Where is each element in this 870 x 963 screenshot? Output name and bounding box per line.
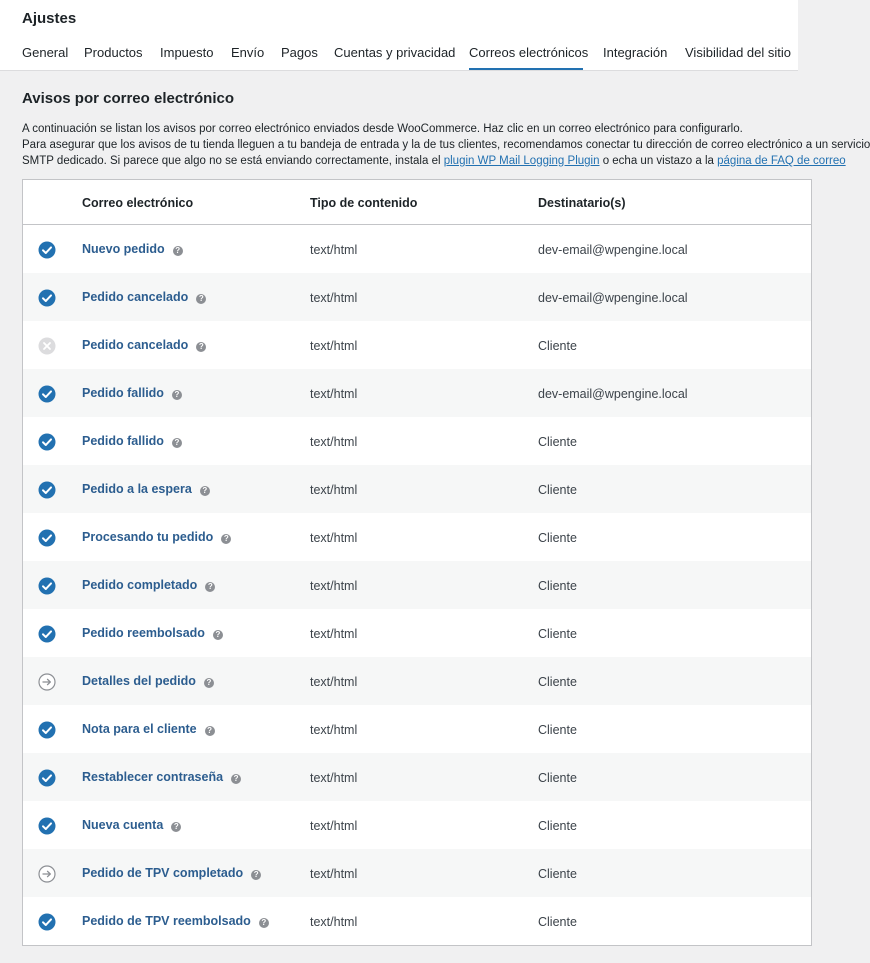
table-row[interactable] xyxy=(23,849,811,897)
help-icon[interactable]: ? xyxy=(200,486,210,496)
tab-integracion[interactable]: Integración xyxy=(603,45,668,60)
content-type-cell: text/html xyxy=(310,243,358,257)
emails-table xyxy=(22,179,812,946)
help-icon[interactable]: ? xyxy=(213,630,223,640)
help-icon[interactable]: ? xyxy=(251,870,261,880)
email-name-link[interactable]: Pedido cancelado ? xyxy=(82,338,206,352)
email-name-link[interactable]: Pedido reembolsado ? xyxy=(82,626,223,640)
help-icon[interactable]: ? xyxy=(171,822,181,832)
content-type-cell: text/html xyxy=(310,483,358,497)
recipient-cell: Cliente xyxy=(538,531,577,545)
page-title: Ajustes xyxy=(22,10,77,27)
email-name-link[interactable]: Detalles del pedido ? xyxy=(82,674,214,688)
email-name-link[interactable]: Nuevo pedido ? xyxy=(82,242,183,256)
table-row[interactable] xyxy=(23,705,811,753)
x-circle-icon xyxy=(38,337,56,355)
recipient-cell: dev-email@wpengine.local xyxy=(538,291,688,305)
recipient-cell: Cliente xyxy=(538,819,577,833)
check-circle-icon xyxy=(38,913,56,931)
table-row[interactable] xyxy=(23,897,811,945)
content-type-cell: text/html xyxy=(310,339,358,353)
content-type-cell: text/html xyxy=(310,435,358,449)
recipient-cell: Cliente xyxy=(538,675,577,689)
email-name-link[interactable]: Nueva cuenta ? xyxy=(82,818,181,832)
check-circle-icon xyxy=(38,385,56,403)
content-type-cell: text/html xyxy=(310,723,358,737)
content-type-cell: text/html xyxy=(310,915,358,929)
intro-line-3 xyxy=(22,153,846,169)
content-type-cell: text/html xyxy=(310,291,358,305)
recipient-cell: dev-email@wpengine.local xyxy=(538,243,688,257)
check-circle-icon xyxy=(38,769,56,787)
section-title: Avisos por correo electrónico xyxy=(22,90,235,107)
check-circle-icon xyxy=(38,577,56,595)
check-circle-icon xyxy=(38,289,56,307)
intro-line-1: A continuación se listan los avisos por correo electrónico enviados desde WooCommerce. Haz clic en un correo electrónico para configurarlo. xyxy=(22,123,743,135)
recipient-cell: Cliente xyxy=(538,771,577,785)
email-name-link[interactable]: Procesando tu pedido ? xyxy=(82,530,231,544)
email-name-link[interactable]: Pedido cancelado ? xyxy=(82,290,206,304)
recipient-cell: Cliente xyxy=(538,915,577,929)
tab-impuesto[interactable]: Impuesto xyxy=(160,45,214,60)
check-circle-icon xyxy=(38,241,56,259)
email-name-link[interactable]: Pedido de TPV reembolsado ? xyxy=(82,914,269,928)
help-icon[interactable]: ? xyxy=(221,534,231,544)
table-row[interactable] xyxy=(23,801,811,849)
recipient-cell: dev-email@wpengine.local xyxy=(538,387,688,401)
column-header-recipients: Destinatario(s) xyxy=(538,196,626,210)
arrow-circle-icon xyxy=(38,673,56,691)
check-circle-icon xyxy=(38,529,56,547)
email-name-link[interactable]: Pedido completado ? xyxy=(82,578,215,592)
help-icon[interactable]: ? xyxy=(173,246,183,256)
recipient-cell: Cliente xyxy=(538,435,577,449)
active-tab-indicator xyxy=(469,68,583,70)
settings-header xyxy=(0,0,798,71)
help-icon[interactable]: ? xyxy=(259,918,269,928)
check-circle-icon xyxy=(38,625,56,643)
content-type-cell: text/html xyxy=(310,771,358,785)
email-name-link[interactable]: Pedido fallido ? xyxy=(82,434,182,448)
wp-mail-logging-link[interactable]: plugin WP Mail Logging Plugin xyxy=(443,155,600,167)
help-icon[interactable]: ? xyxy=(196,342,206,352)
content-type-cell: text/html xyxy=(310,675,358,689)
column-header-content-type: Tipo de contenido xyxy=(310,196,418,210)
intro-line-2: Para asegurar que los avisos de tu tienda lleguen a tu bandeja de entrada y la de tus clientes, recomendamos conectar tu dirección de correo electrónico a un servicio xyxy=(22,139,870,151)
table-row[interactable] xyxy=(23,321,811,369)
table-row[interactable] xyxy=(23,417,811,465)
help-icon[interactable]: ? xyxy=(204,678,214,688)
email-name-link[interactable]: Restablecer contraseña ? xyxy=(82,770,241,784)
check-circle-icon xyxy=(38,817,56,835)
content-type-cell: text/html xyxy=(310,867,358,881)
table-row[interactable] xyxy=(23,609,811,657)
content-type-cell: text/html xyxy=(310,531,358,545)
table-row[interactable] xyxy=(23,513,811,561)
recipient-cell: Cliente xyxy=(538,723,577,737)
intro-line-3-start: SMTP dedicado. Si parece que algo no se está enviando correctamente, instala el xyxy=(22,155,444,167)
recipient-cell: Cliente xyxy=(538,339,577,353)
tab-general[interactable]: General xyxy=(22,45,69,60)
table-row[interactable] xyxy=(23,369,811,417)
email-name-link[interactable]: Pedido a la espera ? xyxy=(82,482,210,496)
recipient-cell: Cliente xyxy=(538,627,577,641)
email-name-link[interactable]: Pedido fallido ? xyxy=(82,386,182,400)
tab-productos[interactable]: Productos xyxy=(84,45,143,60)
faq-link[interactable]: página de FAQ de correo xyxy=(717,155,846,167)
content-type-cell: text/html xyxy=(310,579,358,593)
table-row[interactable] xyxy=(23,753,811,801)
recipient-cell: Cliente xyxy=(538,579,577,593)
intro-text xyxy=(22,121,870,169)
check-circle-icon xyxy=(38,481,56,499)
tab-cuentas-privacidad[interactable]: Cuentas y privacidad xyxy=(334,45,456,60)
help-icon[interactable]: ? xyxy=(205,726,215,736)
tab-pagos[interactable]: Pagos xyxy=(281,45,318,60)
check-circle-icon xyxy=(38,721,56,739)
help-icon[interactable]: ? xyxy=(172,438,182,448)
table-row[interactable] xyxy=(23,465,811,513)
check-circle-icon xyxy=(38,433,56,451)
intro-line-3-middle: o echa un vistazo a la xyxy=(599,155,718,167)
content-type-cell: text/html xyxy=(310,819,358,833)
help-icon[interactable]: ? xyxy=(231,774,241,784)
tab-correos-electronicos[interactable]: Correos electrónicos xyxy=(469,45,589,60)
content-type-cell: text/html xyxy=(310,627,358,641)
column-header-email: Correo electrónico xyxy=(82,196,194,210)
table-row[interactable] xyxy=(23,561,811,609)
table-row[interactable] xyxy=(23,657,811,705)
table-header xyxy=(23,180,811,225)
email-name-link[interactable]: Pedido de TPV completado ? xyxy=(82,866,261,880)
help-icon[interactable]: ? xyxy=(172,390,182,400)
settings-tabs xyxy=(0,0,798,71)
recipient-cell: Cliente xyxy=(538,483,577,497)
content-type-cell: text/html xyxy=(310,387,358,401)
email-name-link[interactable]: Nota para el cliente ? xyxy=(82,722,215,736)
table-row[interactable] xyxy=(23,273,811,321)
help-icon[interactable]: ? xyxy=(196,294,206,304)
recipient-cell: Cliente xyxy=(538,867,577,881)
arrow-circle-icon xyxy=(38,865,56,883)
tab-visibilidad-sitio[interactable]: Visibilidad del sitio xyxy=(685,45,791,60)
tab-envio[interactable]: Envío xyxy=(231,45,265,60)
help-icon[interactable]: ? xyxy=(205,582,215,592)
table-row[interactable] xyxy=(23,225,811,273)
